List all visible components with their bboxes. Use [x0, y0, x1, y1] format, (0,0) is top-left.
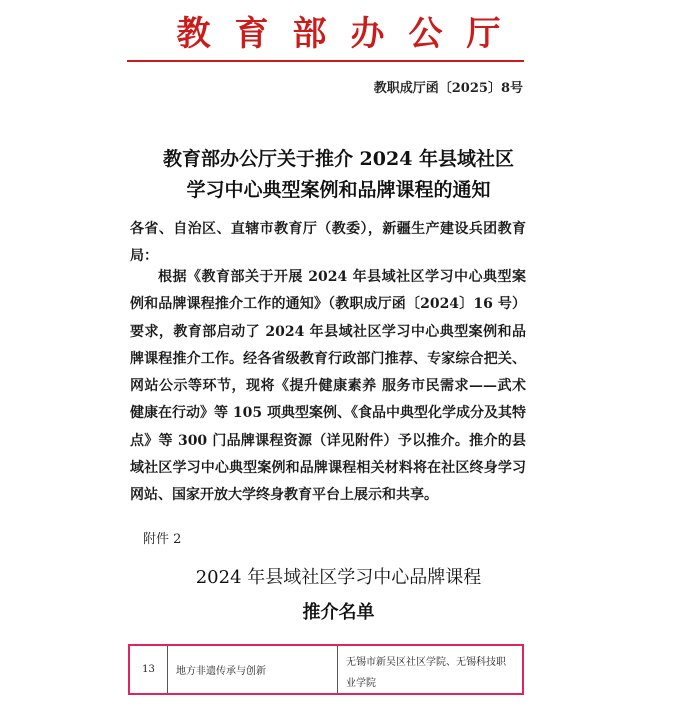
attachment-label: 附件 2: [143, 532, 182, 547]
notice-title-line-1: 教育部办公厅关于推介 2024 年县域社区: [162, 148, 515, 170]
list-title-line-1: 2024 年县域社区学习中心品牌课程: [195, 567, 482, 588]
notice-title-line-2: 学习中心典型案例和品牌课程的通知: [186, 179, 491, 201]
document-number: 教职成厅函〔2025〕8号: [373, 81, 523, 96]
addressee: 各省、自治区、直辖市教育厅（教委），新疆生产建设兵团教育局：: [130, 221, 526, 265]
list-title-line-2: 推介名单: [302, 602, 375, 623]
institution-cell: 无锡市新吴区社区学院、无锡科技职业学院: [346, 657, 506, 689]
row-number-cell: 13: [130, 646, 168, 693]
header-divider: [127, 60, 524, 62]
issuing-office-title: 教育部办公厅: [176, 14, 525, 54]
notice-body-paragraph: 根据《教育部关于开展 2024 年县域社区学习中心典型案例和品牌课程推介工作的通知》（教职成厅函〔2024〕16 号）要求，教育部启动了 2024 年县域社区学习中心典型案例和品牌课程推介工作。经各省级教育行政部门推荐、专家综合把关、网站公示等环节，现将《提升健康素养 服务市民需求——武术健康在行动》等 105 项典型案例、《食品中典型化学成分及其特点》等 300 门品牌课程资源（详见附件）予以推介。推介的县域社区学习中心典型案例和品牌课程相关材料将在社区终身学习网站、国家开放大学终身教育平台上展示和共享。: [130, 269, 526, 504]
course-table: [128, 644, 524, 695]
course-name-cell: 地方非遗传承与创新: [168, 646, 338, 693]
table-row: [130, 646, 522, 693]
